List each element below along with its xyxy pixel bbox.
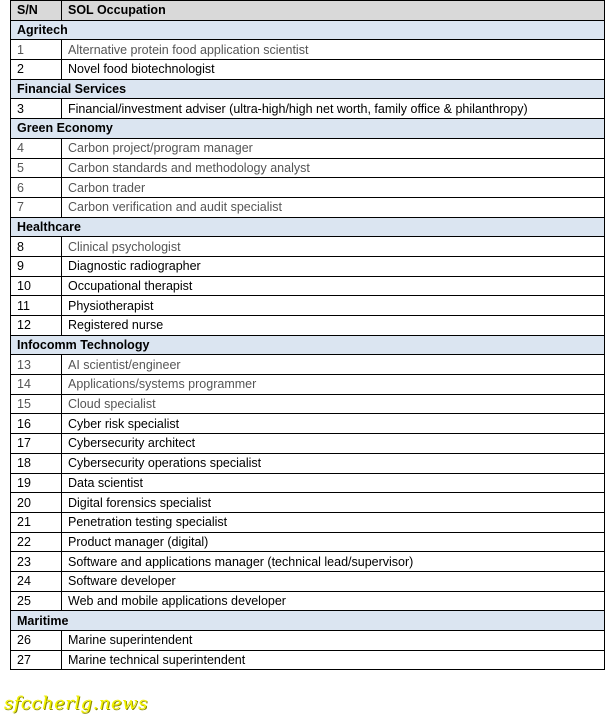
table-row bbox=[11, 158, 605, 178]
occupation-cell: Penetration testing specialist bbox=[62, 512, 605, 532]
sn-cell: 24 bbox=[11, 571, 62, 591]
category-label: Maritime bbox=[11, 611, 605, 631]
sn-cell: 21 bbox=[11, 512, 62, 532]
sn-cell: 11 bbox=[11, 296, 62, 316]
occupation-cell: Cybersecurity operations specialist bbox=[62, 453, 605, 473]
table-row bbox=[11, 256, 605, 276]
table-row bbox=[11, 552, 605, 572]
table-header-row bbox=[11, 1, 605, 21]
table-row bbox=[11, 650, 605, 670]
watermark-logo: sfccherlg.news bbox=[4, 693, 148, 714]
table-row bbox=[11, 296, 605, 316]
header-sn: S/N bbox=[11, 1, 62, 21]
table-row bbox=[11, 316, 605, 336]
sn-cell: 12 bbox=[11, 316, 62, 336]
sn-cell: 23 bbox=[11, 552, 62, 572]
occupation-cell: Occupational therapist bbox=[62, 276, 605, 296]
occupation-cell: Data scientist bbox=[62, 473, 605, 493]
sn-cell: 15 bbox=[11, 394, 62, 414]
occupation-cell: Marine superintendent bbox=[62, 631, 605, 651]
occupation-cell: Applications/systems programmer bbox=[62, 375, 605, 395]
category-label: Healthcare bbox=[11, 217, 605, 237]
sn-cell: 13 bbox=[11, 355, 62, 375]
occupation-cell: Marine technical superintendent bbox=[62, 650, 605, 670]
occupation-cell: Digital forensics specialist bbox=[62, 493, 605, 513]
sn-cell: 22 bbox=[11, 532, 62, 552]
table-row bbox=[11, 99, 605, 119]
table-row bbox=[11, 532, 605, 552]
sn-cell: 25 bbox=[11, 591, 62, 611]
occupation-cell: Carbon trader bbox=[62, 178, 605, 198]
table-row bbox=[11, 60, 605, 80]
table-row bbox=[11, 375, 605, 395]
table-row bbox=[11, 394, 605, 414]
occupation-cell: Alternative protein food application scientist bbox=[62, 40, 605, 60]
sn-cell: 26 bbox=[11, 631, 62, 651]
category-row bbox=[11, 217, 605, 237]
occupation-cell: Clinical psychologist bbox=[62, 237, 605, 257]
table-row bbox=[11, 138, 605, 158]
table-row bbox=[11, 355, 605, 375]
sn-cell: 3 bbox=[11, 99, 62, 119]
category-row bbox=[11, 79, 605, 99]
category-row bbox=[11, 611, 605, 631]
occupation-cell: Novel food biotechnologist bbox=[62, 60, 605, 80]
category-label: Financial Services bbox=[11, 79, 605, 99]
sn-cell: 6 bbox=[11, 178, 62, 198]
table-row bbox=[11, 40, 605, 60]
sn-cell: 19 bbox=[11, 473, 62, 493]
header-occupation: SOL Occupation bbox=[62, 1, 605, 21]
table-row bbox=[11, 197, 605, 217]
sn-cell: 8 bbox=[11, 237, 62, 257]
occupation-cell: Registered nurse bbox=[62, 316, 605, 336]
category-label: Green Economy bbox=[11, 119, 605, 139]
table-row bbox=[11, 276, 605, 296]
table-row bbox=[11, 493, 605, 513]
occupation-cell: Software and applications manager (technical lead/supervisor) bbox=[62, 552, 605, 572]
sol-occupation-table bbox=[10, 0, 605, 670]
occupation-cell: Web and mobile applications developer bbox=[62, 591, 605, 611]
sn-cell: 27 bbox=[11, 650, 62, 670]
table-row bbox=[11, 591, 605, 611]
sn-cell: 2 bbox=[11, 60, 62, 80]
occupation-cell: Product manager (digital) bbox=[62, 532, 605, 552]
sn-cell: 10 bbox=[11, 276, 62, 296]
table-row bbox=[11, 178, 605, 198]
category-row bbox=[11, 335, 605, 355]
sn-cell: 4 bbox=[11, 138, 62, 158]
occupation-cell: Financial/investment adviser (ultra-high/high net worth, family office & philanthropy) bbox=[62, 99, 605, 119]
sn-cell: 9 bbox=[11, 256, 62, 276]
occupation-cell: Physiotherapist bbox=[62, 296, 605, 316]
sn-cell: 14 bbox=[11, 375, 62, 395]
category-row bbox=[11, 20, 605, 40]
occupation-cell: Carbon project/program manager bbox=[62, 138, 605, 158]
sn-cell: 5 bbox=[11, 158, 62, 178]
occupation-cell: Cyber risk specialist bbox=[62, 414, 605, 434]
occupation-cell: Diagnostic radiographer bbox=[62, 256, 605, 276]
occupation-cell: Cybersecurity architect bbox=[62, 434, 605, 454]
sn-cell: 18 bbox=[11, 453, 62, 473]
table-row bbox=[11, 512, 605, 532]
sn-cell: 17 bbox=[11, 434, 62, 454]
table-row bbox=[11, 571, 605, 591]
occupation-cell: Carbon standards and methodology analyst bbox=[62, 158, 605, 178]
table-row bbox=[11, 414, 605, 434]
category-label: Infocomm Technology bbox=[11, 335, 605, 355]
category-row bbox=[11, 119, 605, 139]
occupation-cell: Cloud specialist bbox=[62, 394, 605, 414]
occupation-cell: AI scientist/engineer bbox=[62, 355, 605, 375]
table-row bbox=[11, 631, 605, 651]
sn-cell: 1 bbox=[11, 40, 62, 60]
sn-cell: 20 bbox=[11, 493, 62, 513]
sn-cell: 7 bbox=[11, 197, 62, 217]
category-label: Agritech bbox=[11, 20, 605, 40]
occupation-cell: Software developer bbox=[62, 571, 605, 591]
table-row bbox=[11, 453, 605, 473]
table-body bbox=[11, 20, 605, 670]
table-row bbox=[11, 434, 605, 454]
sn-cell: 16 bbox=[11, 414, 62, 434]
occupation-cell: Carbon verification and audit specialist bbox=[62, 197, 605, 217]
table-row bbox=[11, 237, 605, 257]
table-row bbox=[11, 473, 605, 493]
